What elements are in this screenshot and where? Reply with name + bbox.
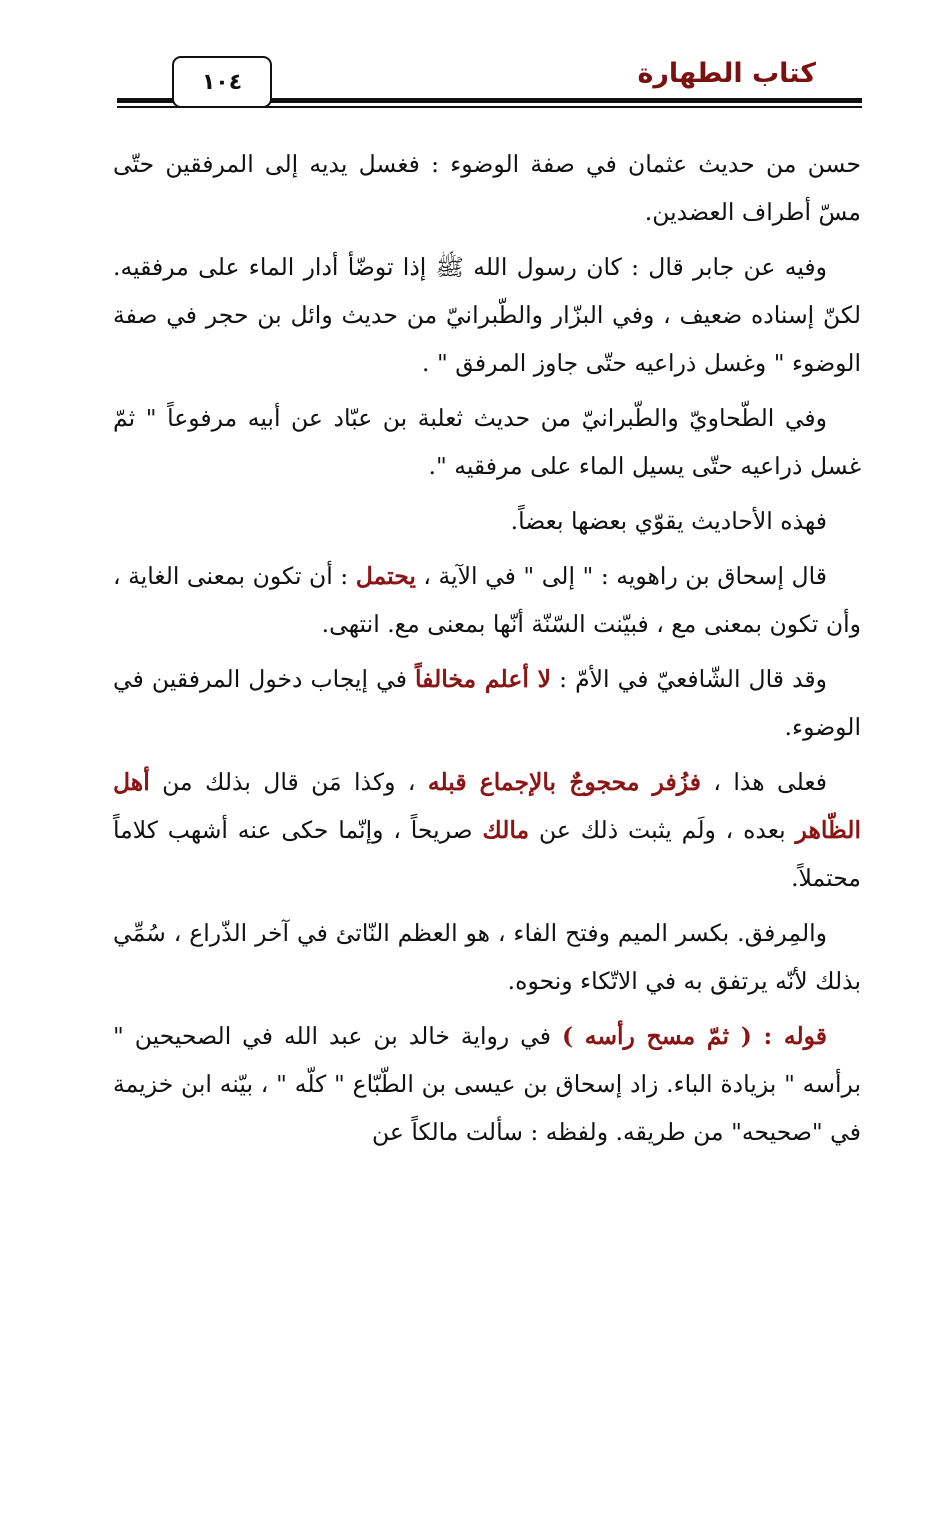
highlighted-term: لا أعلم مخالفاً [415, 665, 552, 693]
paragraph-text: وفيه عن جابر قال : كان رسول الله ﷺ إذا توضّأ أدار الماء على مرفقيه. لكنّ إسناده ضعيف ، وفي البزّار والطّبرانيّ من حديث وائل بن حجر في صفة الوضوء " وغسل ذراعيه حتّى جاوز المرفق " . [113, 253, 861, 377]
paragraph-text: : أن تكون بمعنى الغاية ، وأن تكون بمعنى مع ، فبيّنت السّنّة أنّها بمعنى مع. انتهى. [113, 562, 861, 638]
paragraph-text: بعده ، ولَم يثبت ذلك عن [529, 816, 796, 844]
paragraph-text: والمِرفق. بكسر الميم وفتح الفاء ، هو العظم النّاتئ في آخر الذّراع ، سُمِّي بذلك لأنّه يرتفق به في الاتّكاء ونحوه. [113, 919, 861, 995]
paragraph [113, 909, 861, 1005]
paragraph-text: حسن من حديث عثمان في صفة الوضوء : فغسل يديه إلى المرفقين حتّى مسّ أطراف العضدين. [113, 150, 861, 226]
paragraph-text: في إيجاب دخول المرفقين في الوضوء. [113, 665, 861, 741]
paragraph-text: في رواية خالد بن عبد الله في الصحيحين " برأسه " بزيادة الباء. زاد إسحاق بن عيسى بن الطّبّاع " كلّه " ، بيّنه ابن خزيمة في "صحيحه" من طريقه. ولفظه : سألت مالكاً عن [113, 1022, 861, 1146]
paragraph [113, 394, 861, 490]
highlighted-term: قوله : ( ثمّ مسح رأسه ) [561, 1022, 827, 1050]
paragraph [113, 243, 861, 387]
paragraph [113, 140, 861, 236]
highlighted-term: يحتمل [355, 562, 416, 590]
highlighted-term: مالك [482, 816, 530, 844]
paragraph-text: فهذه الأحاديث يقوّي بعضها بعضاً. [510, 507, 827, 535]
paragraph-text: فعلى هذا ، [700, 768, 827, 796]
paragraph-text: قال إسحاق بن راهويه : " إلى " في الآية ، [415, 562, 827, 590]
highlighted-term: أهل الظّاهر [113, 768, 861, 844]
paragraph [113, 497, 861, 545]
highlighted-term: فزُفر محجوجٌ بالإجماع قبله [427, 768, 701, 796]
body-text [113, 140, 861, 1163]
page-header [117, 52, 862, 112]
page-number: ١٠٤ [172, 56, 272, 108]
paragraph-text: وقد قال الشّافعيّ في الأمّ : [551, 665, 827, 693]
paragraph [113, 1012, 861, 1156]
paragraph-text: ، وكذا مَن قال بذلك من [149, 768, 428, 796]
paragraph-text: وفي الطّحاويّ والطّبرانيّ من حديث ثعلبة بن عبّاد عن أبيه مرفوعاً " ثمّ غسل ذراعيه حتّى يسيل الماء على مرفقيه ". [113, 404, 861, 480]
chapter-title: كتاب الطهارة [637, 58, 816, 89]
paragraph [113, 758, 861, 902]
paragraph [113, 552, 861, 648]
paragraph [113, 655, 861, 751]
paragraph-text: صريحاً ، وإنّما حكى عنه أشهب كلاماً محتملاً. [113, 816, 861, 892]
